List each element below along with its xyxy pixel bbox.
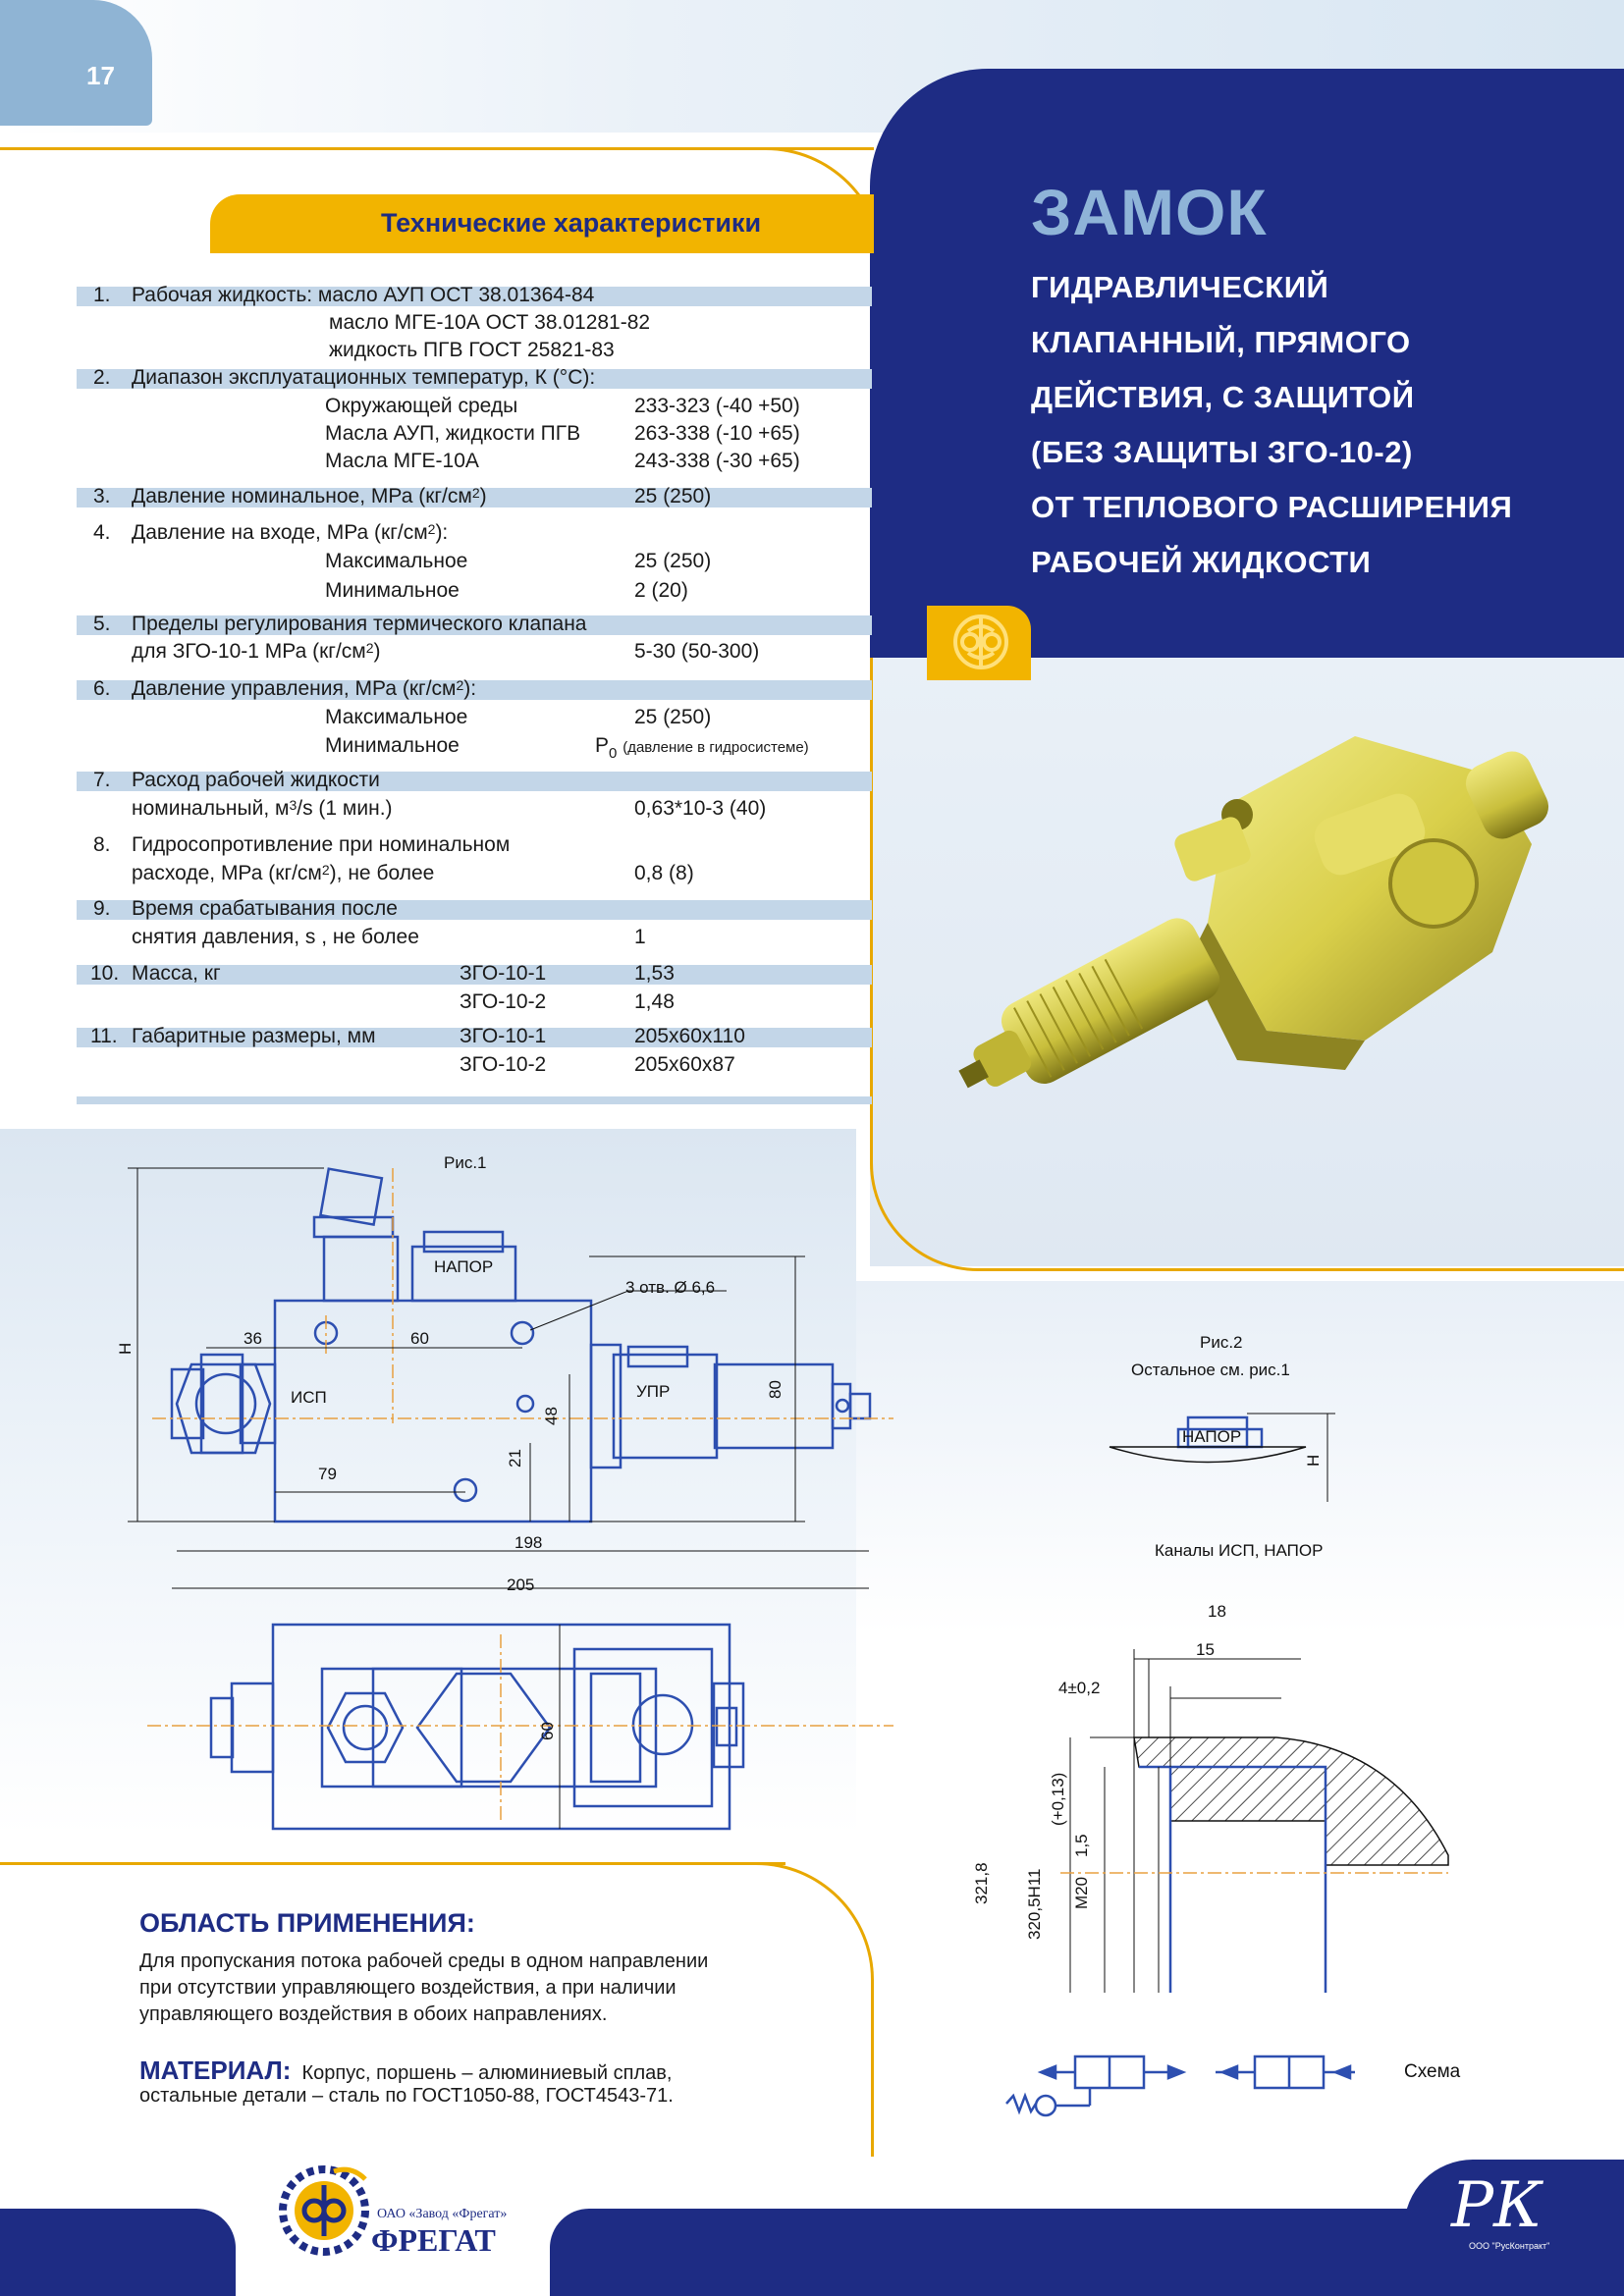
spec-sublabel: Максимальное (325, 550, 468, 572)
fig1-dim-80: 80 (766, 1380, 785, 1399)
product-subtitle-line: ОТ ТЕПЛОВОГО РАСШИРЕНИЯ (1031, 490, 1513, 524)
spec-value: $Р_0$ (давление в гидросистеме) (595, 734, 809, 762)
page-number-tab (0, 0, 152, 126)
spec-model: ЗГО-10-1 (460, 962, 547, 985)
spec-value: 233-323 (-40 +50) (634, 395, 800, 417)
spec-num: 10. (90, 962, 120, 985)
rk-company-small: ООО "РусКонтракт" (1469, 2241, 1550, 2251)
product-subtitle-line: (БЕЗ ЗАЩИТЫ ЗГО-10-2) (1031, 435, 1413, 469)
channels-tolerance: (+0,13) (1049, 1772, 1067, 1826)
fig2-title: Рис.2 (1200, 1333, 1243, 1352)
spec-label: расходе, МРа $(кг/см^2)$, не более (132, 862, 435, 884)
spec-label: Гидросопротивление при номинальном (132, 833, 511, 856)
spec-label: Давление на входе, МРа $(кг/см^2)$: (132, 521, 449, 544)
product-photo (943, 717, 1591, 1148)
scheme-label: Схема (1404, 2061, 1461, 2082)
spec-label: Пределы регулирования термического клапана (132, 613, 587, 635)
application-text-line: управляющего воздействия в обоих направлениях. (139, 2003, 608, 2025)
fig2-napor-label: НАПОР (1182, 1427, 1242, 1446)
fregat-gear-logo-icon (275, 2160, 373, 2258)
spec-num: 5. (93, 613, 111, 635)
material-line: остальные детали – сталь по ГОСТ1050-88, ГОСТ4543-71. (139, 2085, 674, 2107)
spec-label: жидкость ПГВ ГОСТ 25821-83 (329, 339, 615, 361)
spec-value: 25 (250) (634, 550, 712, 572)
fig2-h-label: H (1304, 1454, 1323, 1467)
channels-title: Каналы ИСП, НАПОР (1155, 1541, 1324, 1560)
spec-value: 2 (20) (634, 579, 688, 602)
spec-num: 2. (93, 366, 111, 389)
spec-label: Расход рабочей жидкости (132, 769, 380, 791)
spec-label: Давление номинальное, МРа $(кг/см^2)$ (132, 485, 487, 507)
fig1-upr-label: УПР (636, 1382, 671, 1401)
spec-value: 1,48 (634, 990, 675, 1013)
spec-value: 263-338 (-10 +65) (634, 422, 800, 445)
spec-label: Рабочая жидкость: масло АУП ОСТ 38.01364-84 (132, 284, 595, 306)
spec-model: ЗГО-10-1 (460, 1025, 547, 1047)
spec-sublabel: Масла МГЕ-10А (325, 450, 479, 472)
spec-sublabel: Окружающей среды (325, 395, 518, 417)
spec-value: 205х60х87 (634, 1053, 735, 1076)
row-band (77, 1096, 872, 1104)
spec-sublabel: Максимальное (325, 706, 468, 728)
channels-dim-4: 4±0,2 (1058, 1679, 1101, 1697)
product-subtitle-line: КЛАПАННЫЙ, ПРЯМОГО (1031, 325, 1411, 359)
specs-header-title: Технические характеристики (381, 208, 762, 238)
spec-value: 25 (250) (634, 706, 712, 728)
spec-value: 1,53 (634, 962, 675, 985)
spec-model: ЗГО-10-2 (460, 990, 547, 1013)
fig1-dim-48: 48 (542, 1407, 561, 1425)
fregat-company-small: ОАО «Завод «Фрегат» (377, 2207, 508, 2221)
fig1-top-dim-60: 60 (538, 1722, 557, 1740)
fig1-holes-label: 3 отв. Ø 6,6 (625, 1278, 716, 1297)
spec-value: 243-338 (-30 +65) (634, 450, 800, 472)
fig1-dim-60: 60 (410, 1329, 429, 1348)
spec-num: 7. (93, 769, 111, 791)
material-label: МАТЕРИАЛ: (139, 2056, 292, 2085)
fig1-title: Рис.1 (444, 1153, 487, 1172)
gold-arc-bottom (727, 1862, 874, 2157)
spec-label: Габаритные размеры, мм (132, 1025, 376, 1047)
footer-band-left (0, 2209, 236, 2296)
spec-num: 1. (93, 284, 111, 306)
spec-label: Диапазон эксплуатационных температур, К (°С): (132, 366, 596, 389)
spec-num: 8. (93, 833, 111, 856)
channels-m20: M20 (1072, 1876, 1091, 1909)
spec-label: для ЗГО-10-1 МРа $(кг/см^2)$ (132, 640, 381, 663)
spec-value: 25 (250) (634, 485, 712, 507)
material-line: МАТЕРИАЛ: Корпус, поршень – алюминиевый сплав, (139, 2056, 673, 2085)
spec-value: 205х60х110 (634, 1025, 745, 1047)
spec-label: Масса, кг (132, 962, 221, 985)
fregat-logo-icon (950, 612, 1011, 672)
spec-value: 0,8 (8) (634, 862, 694, 884)
fig1-dim-21: 21 (506, 1449, 524, 1468)
fig1-isp-label: ИСП (291, 1388, 327, 1407)
channels-dim-15: 15 (1196, 1640, 1215, 1659)
spec-value: 1 (634, 926, 646, 948)
spec-label: Время срабатывания после (132, 897, 398, 920)
spec-label: Давление управления, МРа $(кг/см^2)$: (132, 677, 477, 700)
application-title: ОБЛАСТЬ ПРИМЕНЕНИЯ: (139, 1908, 475, 1938)
product-subtitle-line: РАБОЧЕЙ ЖИДКОСТИ (1031, 545, 1372, 579)
fig2-note: Остальное см. рис.1 (1131, 1361, 1290, 1379)
gold-divider-top (0, 147, 874, 150)
drawing-fig1-top (137, 1615, 903, 1841)
spec-label: снятия давления, s , не более (132, 926, 419, 948)
spec-model: ЗГО-10-2 (460, 1053, 547, 1076)
fregat-company-name: ФРЕГАТ (371, 2222, 496, 2258)
channels-dim-15b: 1,5 (1072, 1834, 1091, 1857)
spec-sublabel: Минимальное (325, 579, 460, 602)
page-number: 17 (86, 61, 115, 90)
channels-dim-18: 18 (1208, 1602, 1226, 1621)
application-text-line: при отсутствии управляющего воздействия, а при наличии (139, 1977, 677, 1999)
fig1-dim-36: 36 (244, 1329, 262, 1348)
channels-dim-321: 321,8 (972, 1862, 991, 1904)
fig1-dim-79: 79 (318, 1465, 337, 1483)
hydraulic-scheme (1001, 2047, 1375, 2125)
spec-value: 5-30 (50-300) (634, 640, 760, 663)
gold-divider-bottom (0, 1862, 785, 1865)
product-subtitle-line: ГИДРАВЛИЧЕСКИЙ (1031, 270, 1329, 304)
fig1-h-label: H (116, 1342, 135, 1355)
fig1-dim-205: 205 (507, 1575, 535, 1594)
spec-label: номинальный, $м^3/s$ (1 мин.) (132, 797, 393, 820)
spec-num: 3. (93, 485, 111, 507)
application-text-line: Для пропускания потока рабочей среды в одном направлении (139, 1950, 709, 1972)
rk-logo: РК (1451, 2169, 1543, 2242)
channels-dim-320: 320,5H11 (1025, 1868, 1044, 1940)
spec-value: 0,63*10-3 (40) (634, 797, 767, 820)
spec-num: 4. (93, 521, 111, 544)
spec-label: масло МГЕ-10А ОСТ 38.01281-82 (329, 311, 651, 334)
fig1-napor-label: НАПОР (434, 1257, 494, 1276)
spec-sublabel: Масла АУП, жидкости ПГВ (325, 422, 581, 445)
spec-num: 9. (93, 897, 111, 920)
spec-sublabel: Минимальное (325, 734, 460, 757)
spec-num: 11. (90, 1025, 118, 1047)
spec-num: 6. (93, 677, 111, 700)
product-title: ЗАМОК (1031, 176, 1268, 248)
product-subtitle-line: ДЕЙСТВИЯ, С ЗАЩИТОЙ (1031, 380, 1415, 414)
fig1-dim-198: 198 (514, 1533, 543, 1552)
